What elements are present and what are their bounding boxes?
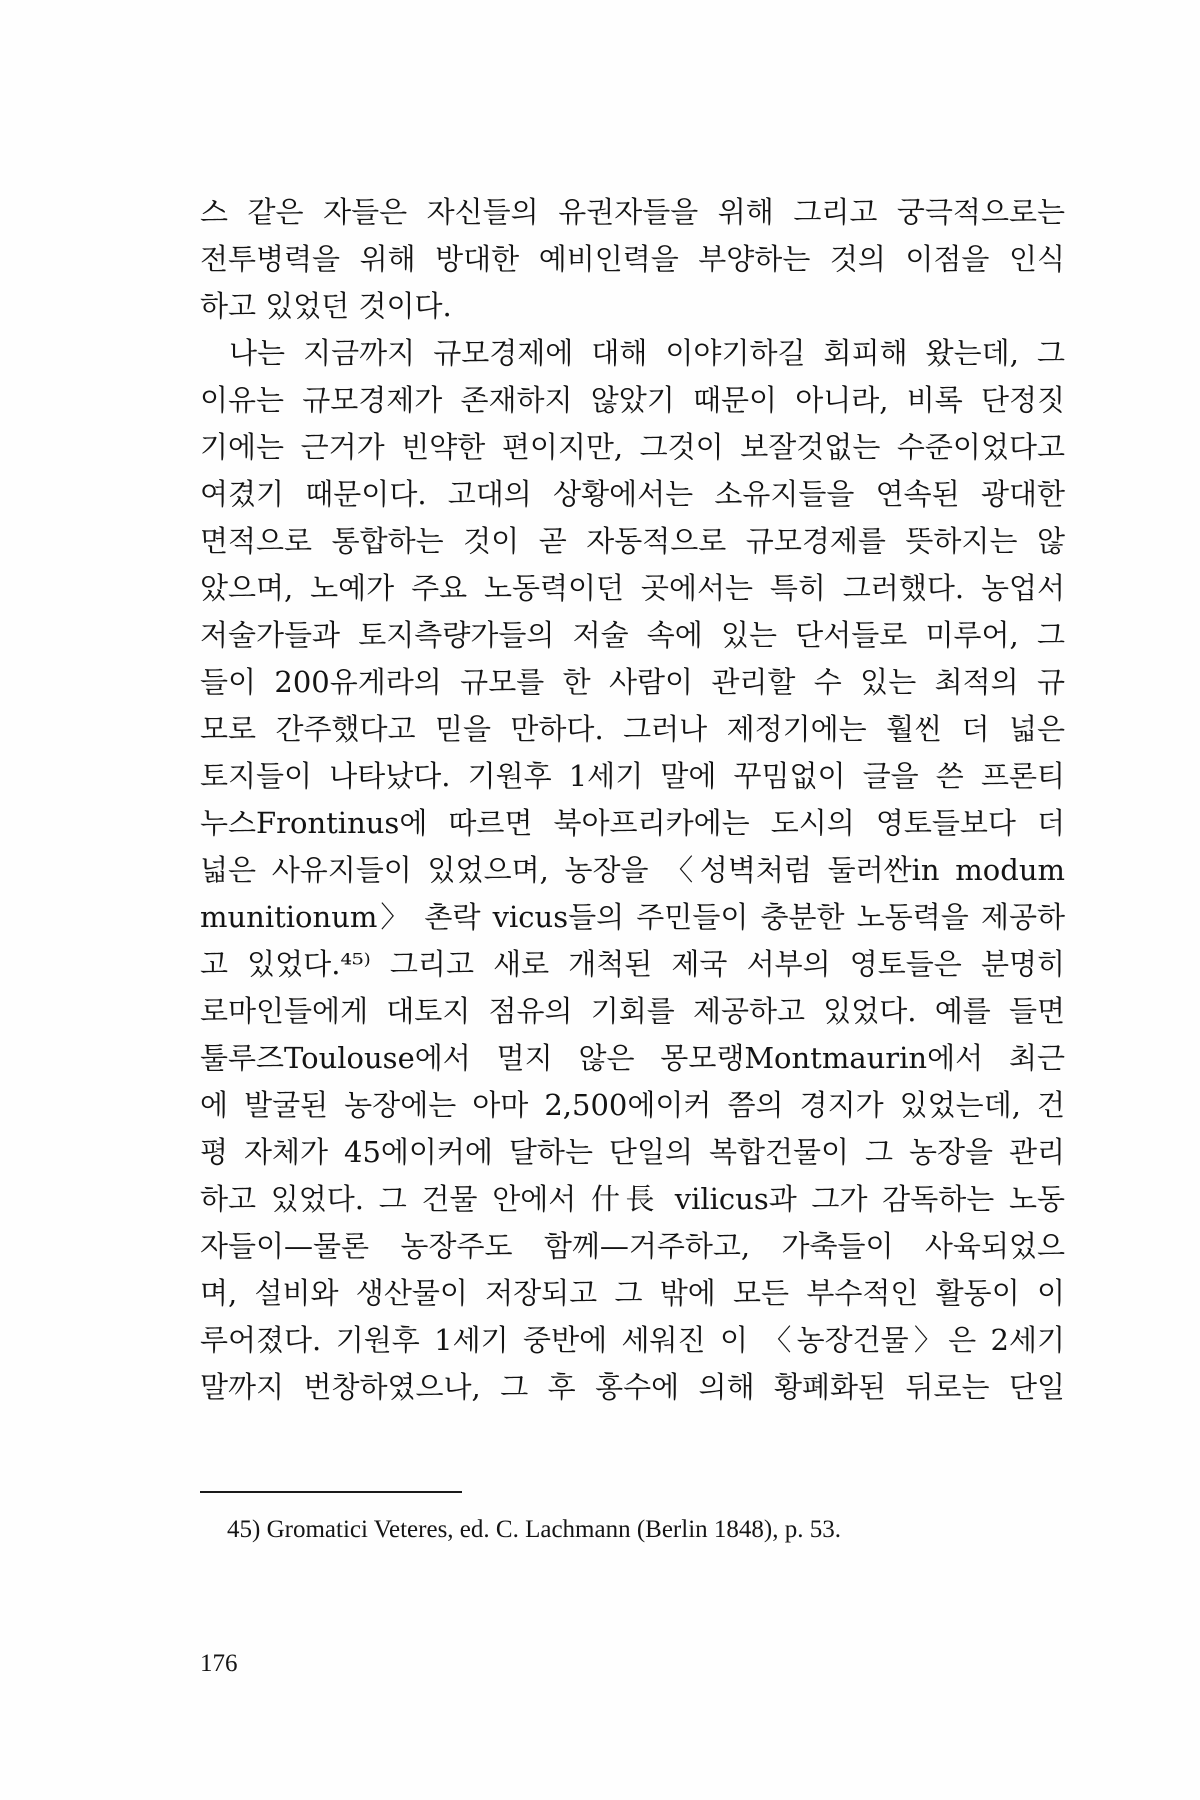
text-line: 면적으로 통합하는 것이 곧 자동적으로 규모경제를 뜻하지는 않 [200,524,1065,558]
text-line: 기에는 근거가 빈약한 편이지만, 그것이 보잘것없는 수준이었다고 [200,430,1065,464]
text-line: 넓은 사유지들이 있었으며, 농장을 〈성벽처럼 둘러싼in modum [200,853,1065,887]
text-line: 하고 있었다. 그 건물 안에서 什長 vilicus과 그가 감독하는 노동 [200,1182,1065,1216]
text-line: 고 있었다.⁴⁵⁾ 그리고 새로 개척된 제국 서부의 영토들은 분명히 [200,947,1065,981]
text-line: 로마인들에게 대토지 점유의 기회를 제공하고 있었다. 예를 들면 [200,994,1065,1028]
text-line: 자들이—물론 농장주도 함께—거주하고, 가축들이 사육되었으 [200,1229,1065,1263]
text-line: 이유는 규모경제가 존재하지 않았기 때문이 아니라, 비록 단정짓 [200,383,1065,417]
text-line: 나는 지금까지 규모경제에 대해 이야기하길 회피해 왔는데, 그 [229,336,1065,370]
text-line: 말까지 번창하였으나, 그 후 홍수에 의해 황폐화된 뒤로는 단일 [200,1370,1065,1404]
text-line: munitionum〉 촌락 vicus들의 주민들이 충분한 노동력을 제공하 [200,900,1065,934]
text-line: 하고 있었던 것이다. [200,289,452,323]
text-line: 저술가들과 토지측량가들의 저술 속에 있는 단서들로 미루어, 그 [200,618,1065,652]
text-line: 전투병력을 위해 방대한 예비인력을 부양하는 것의 이점을 인식 [200,242,1065,276]
text-line: 누스Frontinus에 따르면 북아프리카에는 도시의 영토들보다 더 [200,806,1065,840]
text-line: 들이 200유게라의 규모를 한 사람이 관리할 수 있는 최적의 규 [200,665,1065,699]
footnote-divider [200,1491,462,1493]
text-line: 에 발굴된 농장에는 아마 2,500에이커 쯤의 경지가 있었는데, 건 [200,1088,1065,1122]
text-line: 여겼기 때문이다. 고대의 상황에서는 소유지들을 연속된 광대한 [200,477,1065,511]
text-line: 모로 간주했다고 믿을 만하다. 그러나 제정기에는 훨씬 더 넓은 [200,712,1065,746]
text-line: 았으며, 노예가 주요 노동력이던 곳에서는 특히 그러했다. 농업서 [200,571,1065,605]
text-line: 루어졌다. 기원후 1세기 중반에 세워진 이 〈농장건물〉은 2세기 [200,1323,1065,1357]
footnote: 45) Gromatici Veteres, ed. C. Lachmann (Berlin 1848), p. 53. [227,1516,841,1543]
text-line: 툴루즈Toulouse에서 멀지 않은 몽모랭Montmaurin에서 최근 [200,1041,1065,1075]
page-number: 176 [200,1650,238,1677]
text-line: 스 같은 자들은 자신들의 유권자들을 위해 그리고 궁극적으로는 [200,195,1065,229]
text-line: 토지들이 나타났다. 기원후 1세기 말에 꾸밈없이 글을 쓴 프론티 [200,759,1065,793]
text-line: 평 자체가 45에이커에 달하는 단일의 복합건물이 그 농장을 관리 [200,1135,1065,1169]
text-line: 며, 설비와 생산물이 저장되고 그 밖에 모든 부수적인 활동이 이 [200,1276,1065,1310]
body-text [200,189,1065,1411]
